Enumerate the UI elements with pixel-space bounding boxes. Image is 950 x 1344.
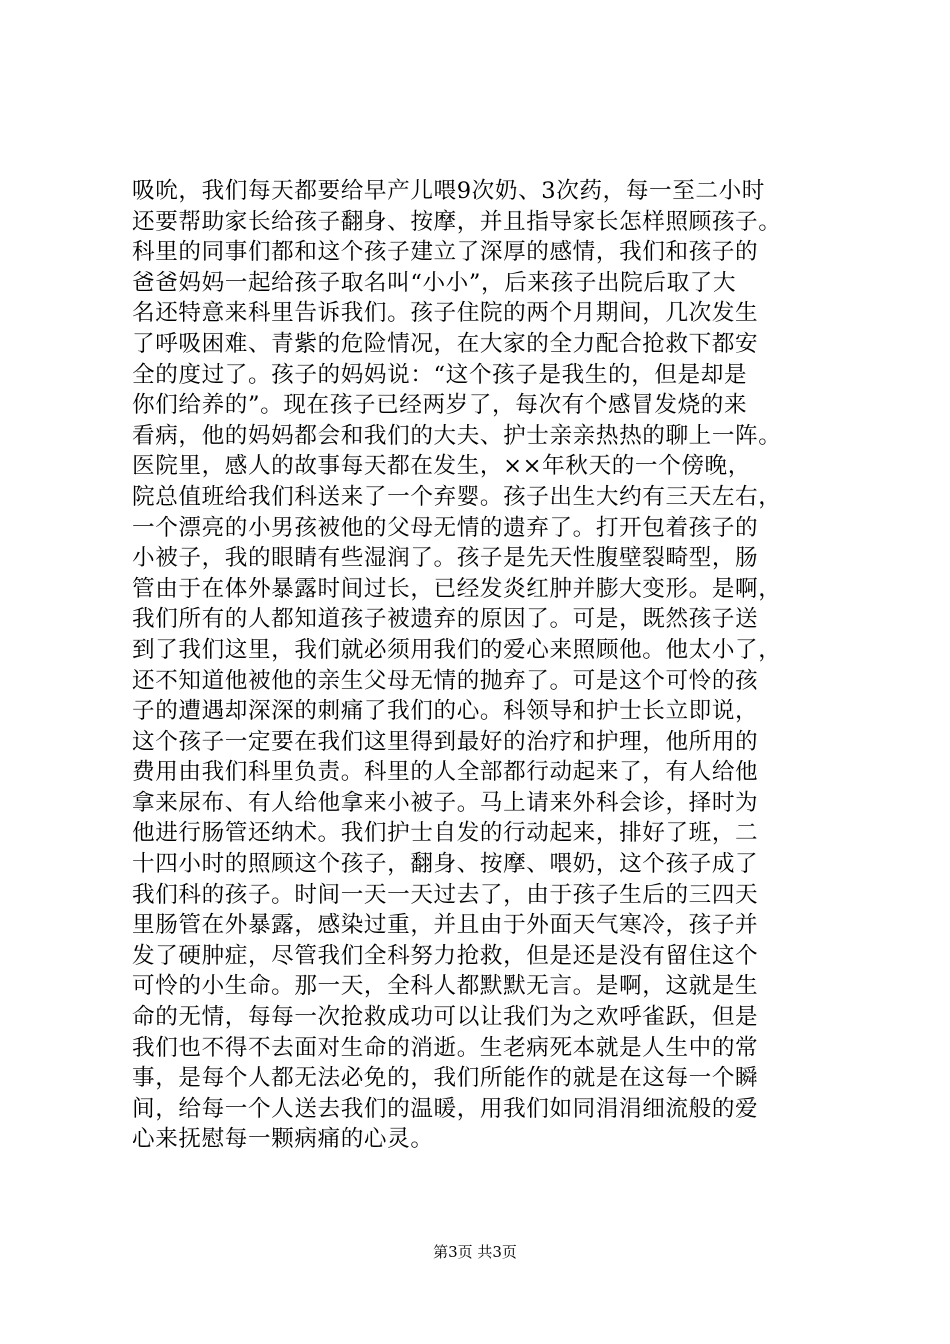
text-line: 子的遭遇却深深的刺痛了我们的心。科领导和护士长立即说， <box>132 698 759 725</box>
text-line: 小被子，我的眼睛有些湿润了。孩子是先天性腹壁裂畸型，肠 <box>132 545 759 572</box>
text-line: 我们所有的人都知道孩子被遗弃的原因了。可是，既然孩子送 <box>132 606 759 633</box>
text-line: 拿来尿布、有人给他拿来小被子。马上请来外科会诊，择时为 <box>132 789 759 816</box>
text-line: 了呼吸困难、青紫的危险情况，在大家的全力配合抢救下都安 <box>132 330 759 357</box>
text-line: 到了我们这里，我们就必须用我们的爱心来照顾他。他太小了， <box>132 636 782 663</box>
text-line: 可怜的小生命。那一天，全科人都默默无言。是啊，这就是生 <box>132 973 759 1000</box>
body-paragraph <box>132 176 822 1155</box>
text-line: 医院里，感人的故事每天都在发生，××年秋天的一个傍晚， <box>132 453 751 480</box>
text-line: 看病，他的妈妈都会和我们的大夫、护士亲亲热热的聊上一阵。 <box>132 422 782 449</box>
text-line: 全的度过了。孩子的妈妈说：“这个孩子是我生的，但是却是 <box>132 361 748 388</box>
text-line: 科里的同事们都和这个孩子建立了深厚的感情，我们和孩子的 <box>132 239 759 266</box>
text-line: 费用由我们科里负责。科里的人全部都行动起来了，有人给他 <box>132 759 759 786</box>
text-line: 心来抚慰每一颗病痛的心灵。 <box>132 1126 434 1153</box>
text-line: 还要帮助家长给孩子翻身、按摩，并且指导家长怎样照顾孩子。 <box>132 208 782 235</box>
text-line: 我们科的孩子。时间一天一天过去了，由于孩子生后的三四天 <box>132 881 759 908</box>
text-line: 发了硬肿症，尽管我们全科努力抢救，但是还是没有留住这个 <box>132 942 759 969</box>
text-line: 还不知道他被他的亲生父母无情的抛弃了。可是这个可怜的孩 <box>132 667 759 694</box>
text-line: 你们给养的”。现在孩子已经两岁了，每次有个感冒发烧的来 <box>132 392 748 419</box>
text-line: 我们也不得不去面对生命的消逝。生老病死本就是人生中的常 <box>132 1034 759 1061</box>
text-line: 爸爸妈妈一起给孩子取名叫“小小”，后来孩子出院后取了大 <box>132 269 737 296</box>
text-line: 一个漂亮的小男孩被他的父母无情的遗弃了。打开包着孩子的 <box>132 514 759 541</box>
text-line: 院总值班给我们科送来了一个弃婴。孩子出生大约有三天左右， <box>132 483 782 510</box>
text-line: 命的无情，每每一次抢救成功可以让我们为之欢呼雀跃，但是 <box>132 1004 759 1031</box>
text-line: 间，给每一个人送去我们的温暖，用我们如同涓涓细流般的爱 <box>132 1095 759 1122</box>
page-footer: 第3页 共3页 <box>433 1243 517 1261</box>
text-line: 名还特意来科里告诉我们。孩子住院的两个月期间，几次发生 <box>132 300 759 327</box>
text-line: 这个孩子一定要在我们这里得到最好的治疗和护理，他所用的 <box>132 728 759 755</box>
text-line: 里肠管在外暴露，感染过重，并且由于外面天气寒冷，孩子并 <box>132 912 759 939</box>
text-line: 吸吮，我们每天都要给早产儿喂9次奶、3次药，每一至二小时 <box>132 178 765 204</box>
text-line: 管由于在体外暴露时间过长，已经发炎红肿并膨大变形。是啊， <box>132 575 782 602</box>
text-line: 事，是每个人都无法必免的，我们所能作的就是在这每一个瞬 <box>132 1065 759 1092</box>
text-line: 十四小时的照顾这个孩子，翻身、按摩、喂奶，这个孩子成了 <box>132 851 759 878</box>
text-line: 他进行肠管还纳术。我们护士自发的行动起来，排好了班，二 <box>132 820 759 847</box>
